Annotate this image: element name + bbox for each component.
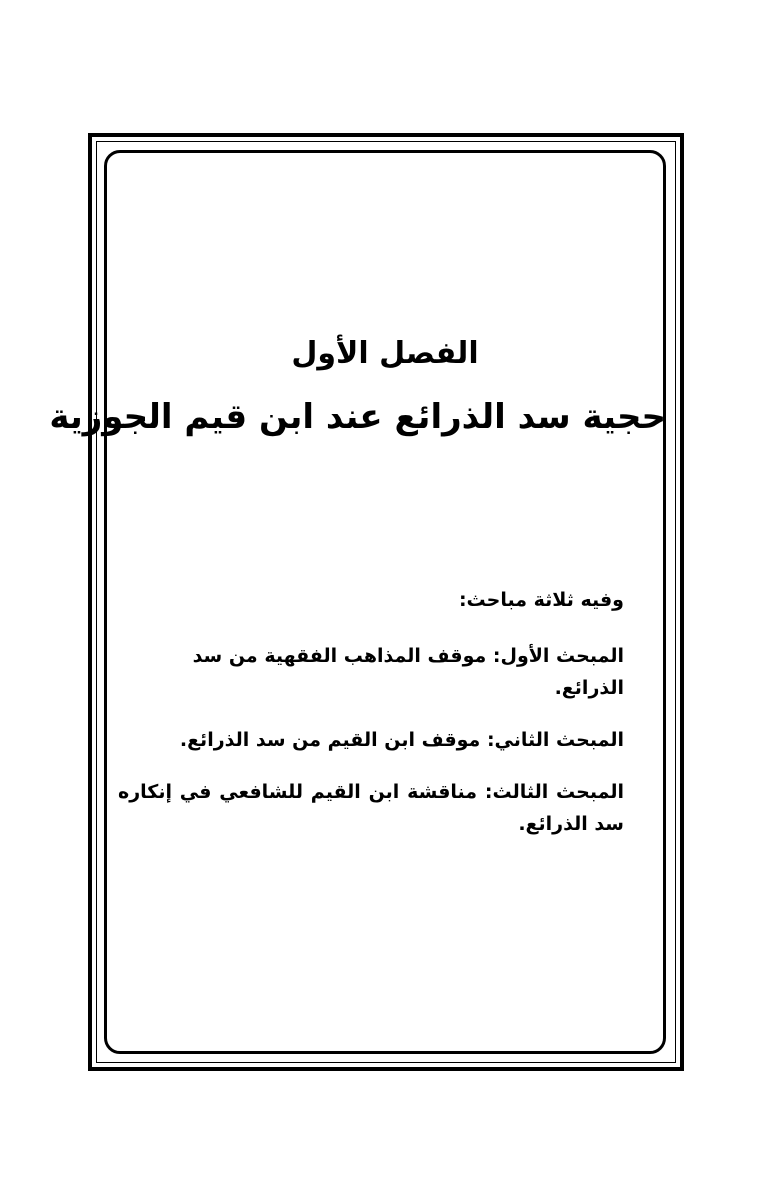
sections-list — [118, 584, 624, 860]
chapter-label: الفصل الأول — [291, 336, 479, 371]
section-item-2: المبحث الثاني: موقف ابن القيم من سد الذرائع. — [179, 729, 624, 751]
section-item-1: المبحث الأول: موقف المذاهب الفقهية من سد الذرائع. — [192, 645, 624, 699]
section-item-3: المبحث الثالث: مناقشة ابن القيم للشافعي في إنكاره سد الذرائع. — [118, 781, 624, 835]
chapter-title: حجية سد الذرائع عند ابن قيم الجوزية — [49, 397, 666, 437]
sections-intro: وفيه ثلاثة مباحث: — [458, 589, 624, 611]
